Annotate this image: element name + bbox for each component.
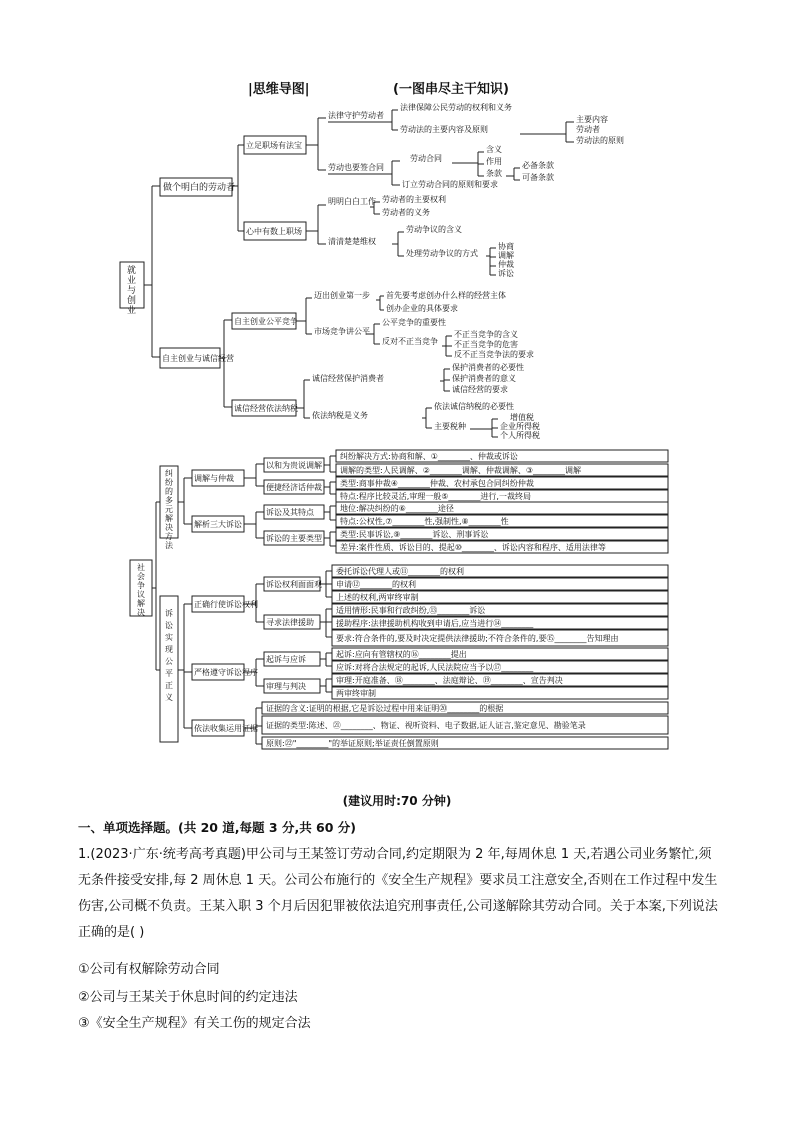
mm1-b1a2: 劳动也要签合同 [328, 163, 384, 172]
mm1-b1a2-1c2: 可备条款 [522, 173, 554, 182]
mm2-root: 社会争议解决 [137, 563, 145, 617]
mm1-b2b1-3: 诚信经营的要求 [452, 385, 508, 394]
question-1-option-3: ③《安全生产规程》有关工伤的规定合法 [78, 1016, 311, 1031]
mm2-c2a2-1: 适用情形:民事和行政纠纷,⑬________诉讼 [336, 606, 486, 615]
mm1-branch-2: 自主创业与诚信经营 [162, 354, 234, 363]
mm2-c2c: 依法收集运用证据 [194, 724, 258, 733]
mm1-b1a1-1: 法律保障公民劳动的权利和义务 [400, 103, 512, 112]
mm2-c2b2-2: 两审终审制 [336, 689, 376, 698]
mm1-b1a1-2c: 劳动法的原则 [576, 136, 624, 145]
mm2-c2a1: 诉讼权利面面观 [266, 580, 322, 589]
mm1-b2b2-1: 依法诚信纳税的必要性 [434, 402, 514, 411]
mm2-c2b2: 审理与判决 [266, 682, 306, 691]
mm1-b1a2-1: 劳动合同 [410, 154, 442, 163]
mm1-b2a2-2b: 不正当竞争的危害 [454, 340, 518, 349]
mm2-c2a1-3: 上述的权利,两审终审制 [336, 593, 419, 602]
mm1-b2b1: 诚信经营保护消费者 [312, 374, 384, 383]
mm1-b1b1: 明明白白工作 [328, 197, 376, 206]
mm2-c1b: 解析三大诉讼 [194, 520, 242, 529]
mm1-b1b2-2a: 协商 [498, 242, 514, 251]
mm1-b2b2-2b: 企业所得税 [500, 422, 540, 431]
mm1-b1b2-2b: 调解 [498, 251, 514, 260]
mm1-b1a1: 法律守护劳动者 [328, 111, 384, 120]
mm2-c2b1-1: 起诉:应向有管辖权的⑯________提出 [336, 650, 467, 659]
mm1-b1a2-1c1: 必备条款 [522, 161, 554, 170]
mm1-b2b1-1: 保护消费者的必要性 [452, 363, 524, 372]
mm1-b2a1-2: 创办企业的具体要求 [386, 304, 458, 313]
question-1-option-1: ①公司有权解除劳动合同 [78, 962, 220, 977]
question-1-text: 1.(2023·广东·统考高考真题)甲公司与王某签订劳动合同,约定期限为 2 年,每周休息 1 天,若遇公司业务繁忙,须无条件接受安排,每 2 周休息 1 天。公司公布施行的《安全生产规程》要求员工注意安全,否则在工作过程中发生伤害,公司概不负责。王某入职 3 个月后因犯罪被依法追究刑事责任,公司遂解除其劳动合同。关于本案,下列说法正确的是( ) [78, 847, 718, 940]
mm1-b1a2-1b: 作用 [486, 157, 502, 166]
mm2-c1: 纠纷的多元解决方法 [165, 469, 173, 550]
mm2-c1b1-2: 特点:公权性,⑦________性,强制性,⑧________性 [340, 517, 509, 526]
mm1-b1b2: 清清楚楚维权 [328, 237, 376, 246]
mm2-c2c3: 原则:㉒"________"的举证原则;举证责任倒置原则 [266, 739, 439, 748]
mm1-b1a2-2: 订立劳动合同的原则和要求 [402, 180, 498, 189]
mm1-b2a2-2a: 不正当竞争的含义 [454, 330, 518, 339]
mm2-c1b2-1: 类型:民事诉讼,⑨________诉讼、刑事诉讼 [340, 530, 489, 539]
mm2-c1a: 调解与仲裁 [194, 474, 234, 483]
mm1-b1a2-1c: 条款 [486, 169, 502, 178]
mm1-b1b2-1: 劳动争议的含义 [406, 225, 462, 234]
mm2-c1b1-1: 地位:解决纠纷的⑥________途径 [340, 504, 454, 513]
mm1-b1b1-2: 劳动者的义务 [382, 208, 430, 217]
mm2-c1b1: 诉讼及其特点 [266, 508, 314, 517]
mm1-b2b: 诚信经营依法纳税 [234, 404, 298, 413]
mm2-c1b2: 诉讼的主要类型 [266, 534, 322, 543]
mm1-b2a1-1: 首先要考虑创办什么样的经营主体 [386, 291, 506, 300]
mm2-c1a2: 便捷经济话仲裁 [266, 483, 322, 492]
mm1-b2b2-2: 主要税种 [434, 422, 466, 431]
mm1-b1b2-2d: 诉讼 [498, 269, 514, 278]
mm2-c2a1-2: 申请⑫________的权利 [336, 580, 416, 589]
mindmap-header-title: |思维导图| [248, 82, 310, 97]
mm1-b2a1: 迈出创业第一步 [314, 291, 370, 300]
mm2-c2a: 正确行使诉讼权利 [194, 600, 258, 609]
mm1-b2b1-2: 保护消费者的意义 [452, 374, 516, 383]
mm1-b2b2: 依法纳税是义务 [312, 411, 368, 420]
mm2-c1a1: 以和为贵说调解 [266, 461, 322, 470]
mm2-c1a1-1: 纠纷解决方式:协商和解、①________、仲裁或诉讼 [340, 452, 518, 461]
mm1-b1b: 心中有数上职场 [246, 227, 302, 236]
question-1-option-2: ②公司与王某关于休息时间的约定违法 [78, 990, 298, 1005]
mm2-c2: 诉讼实现公平正义 [165, 609, 173, 702]
mm1-b1b1-1: 劳动者的主要权利 [382, 195, 446, 204]
mm1-b1b2-2c: 仲裁 [498, 260, 514, 269]
suggested-time: (建议用时:70 分钟) [342, 794, 452, 808]
mm1-b1a1-2b: 劳动者 [576, 125, 600, 134]
mm1-b2a2: 市场竞争讲公平 [314, 327, 370, 336]
mm1-b2a: 自主创业公平竞争 [234, 317, 298, 326]
mm2-c2b: 严格遵守诉讼程序 [194, 668, 258, 677]
mm1-b2a2-2c: 反不正当竞争法的要求 [454, 350, 534, 359]
section-title: 一、单项选择题。(共 20 道,每题 3 分,共 60 分) [78, 820, 357, 835]
mm2-c2b2-1: 审理:开庭准备、⑱________、法庭辩论、⑲________、宣告判决 [336, 676, 563, 685]
mm2-c1a2-1: 类型:商事仲裁④________仲裁、农村承包合同纠纷仲裁 [340, 479, 534, 488]
mm1-b2a2-2: 反对不正当竞争 [382, 337, 438, 346]
mm2-c2c1: 证据的含义:证明的根据,它是诉讼过程中用来证明⑳________的根据 [266, 704, 504, 713]
mm2-c1b2-2: 差异:案件性质、诉讼目的、提起⑩________、诉讼内容和程序、适用法律等 [340, 543, 606, 552]
mm1-root: 就业与创业 [127, 266, 137, 316]
mindmap-header-subtitle: (一图串尽主干知识) [393, 82, 509, 97]
mm2-c1a2-2: 特点:程序比较灵活,审理一般⑤________进行,一裁终局 [340, 492, 531, 501]
mm1-b1a1-2a: 主要内容 [576, 115, 608, 124]
mm1-b1a1-2: 劳动法的主要内容及原则 [400, 125, 488, 134]
mm2-c2a2-3: 要求:符合条件的,要及时决定提供法律援助;不符合条件的,要⑮________告知理由 [336, 634, 619, 643]
mm1-b1a: 立足职场有法宝 [246, 141, 302, 150]
mm2-c2b1: 起诉与应诉 [266, 655, 306, 664]
mm1-b1b2-2: 处理劳动争议的方式 [406, 249, 478, 258]
mm2-c2a1-1: 委托诉讼代理人或⑪________的权利 [336, 567, 464, 576]
mm1-b2b2-2a: 增值税 [510, 413, 534, 422]
mm2-c1a1-2: 调解的类型:人民调解、②________调解、仲裁调解、③________调解 [340, 466, 582, 475]
mm1-b1a2-1a: 含义 [486, 145, 502, 154]
mm1-b2b2-2c: 个人所得税 [500, 431, 540, 440]
mm2-c2a2-2: 援助程序:法律援助机构收到申请后,应当进行⑭________ [336, 619, 534, 628]
mm1-b2a2-1: 公平竞争的重要性 [382, 318, 446, 327]
mm2-c2b1-2: 应诉:对将合法规定的起诉,人民法院应当予以⑰________ [336, 663, 534, 672]
mm2-c2a2: 寻求法律援助 [266, 618, 314, 627]
mm2-c2c2: 证据的类型:陈述、㉑________、物证、视听资料、电子数据,证人证言,鉴定意见、勘验笔录 [266, 721, 586, 730]
mm1-branch-1: 做个明白的劳动者 [163, 183, 236, 193]
